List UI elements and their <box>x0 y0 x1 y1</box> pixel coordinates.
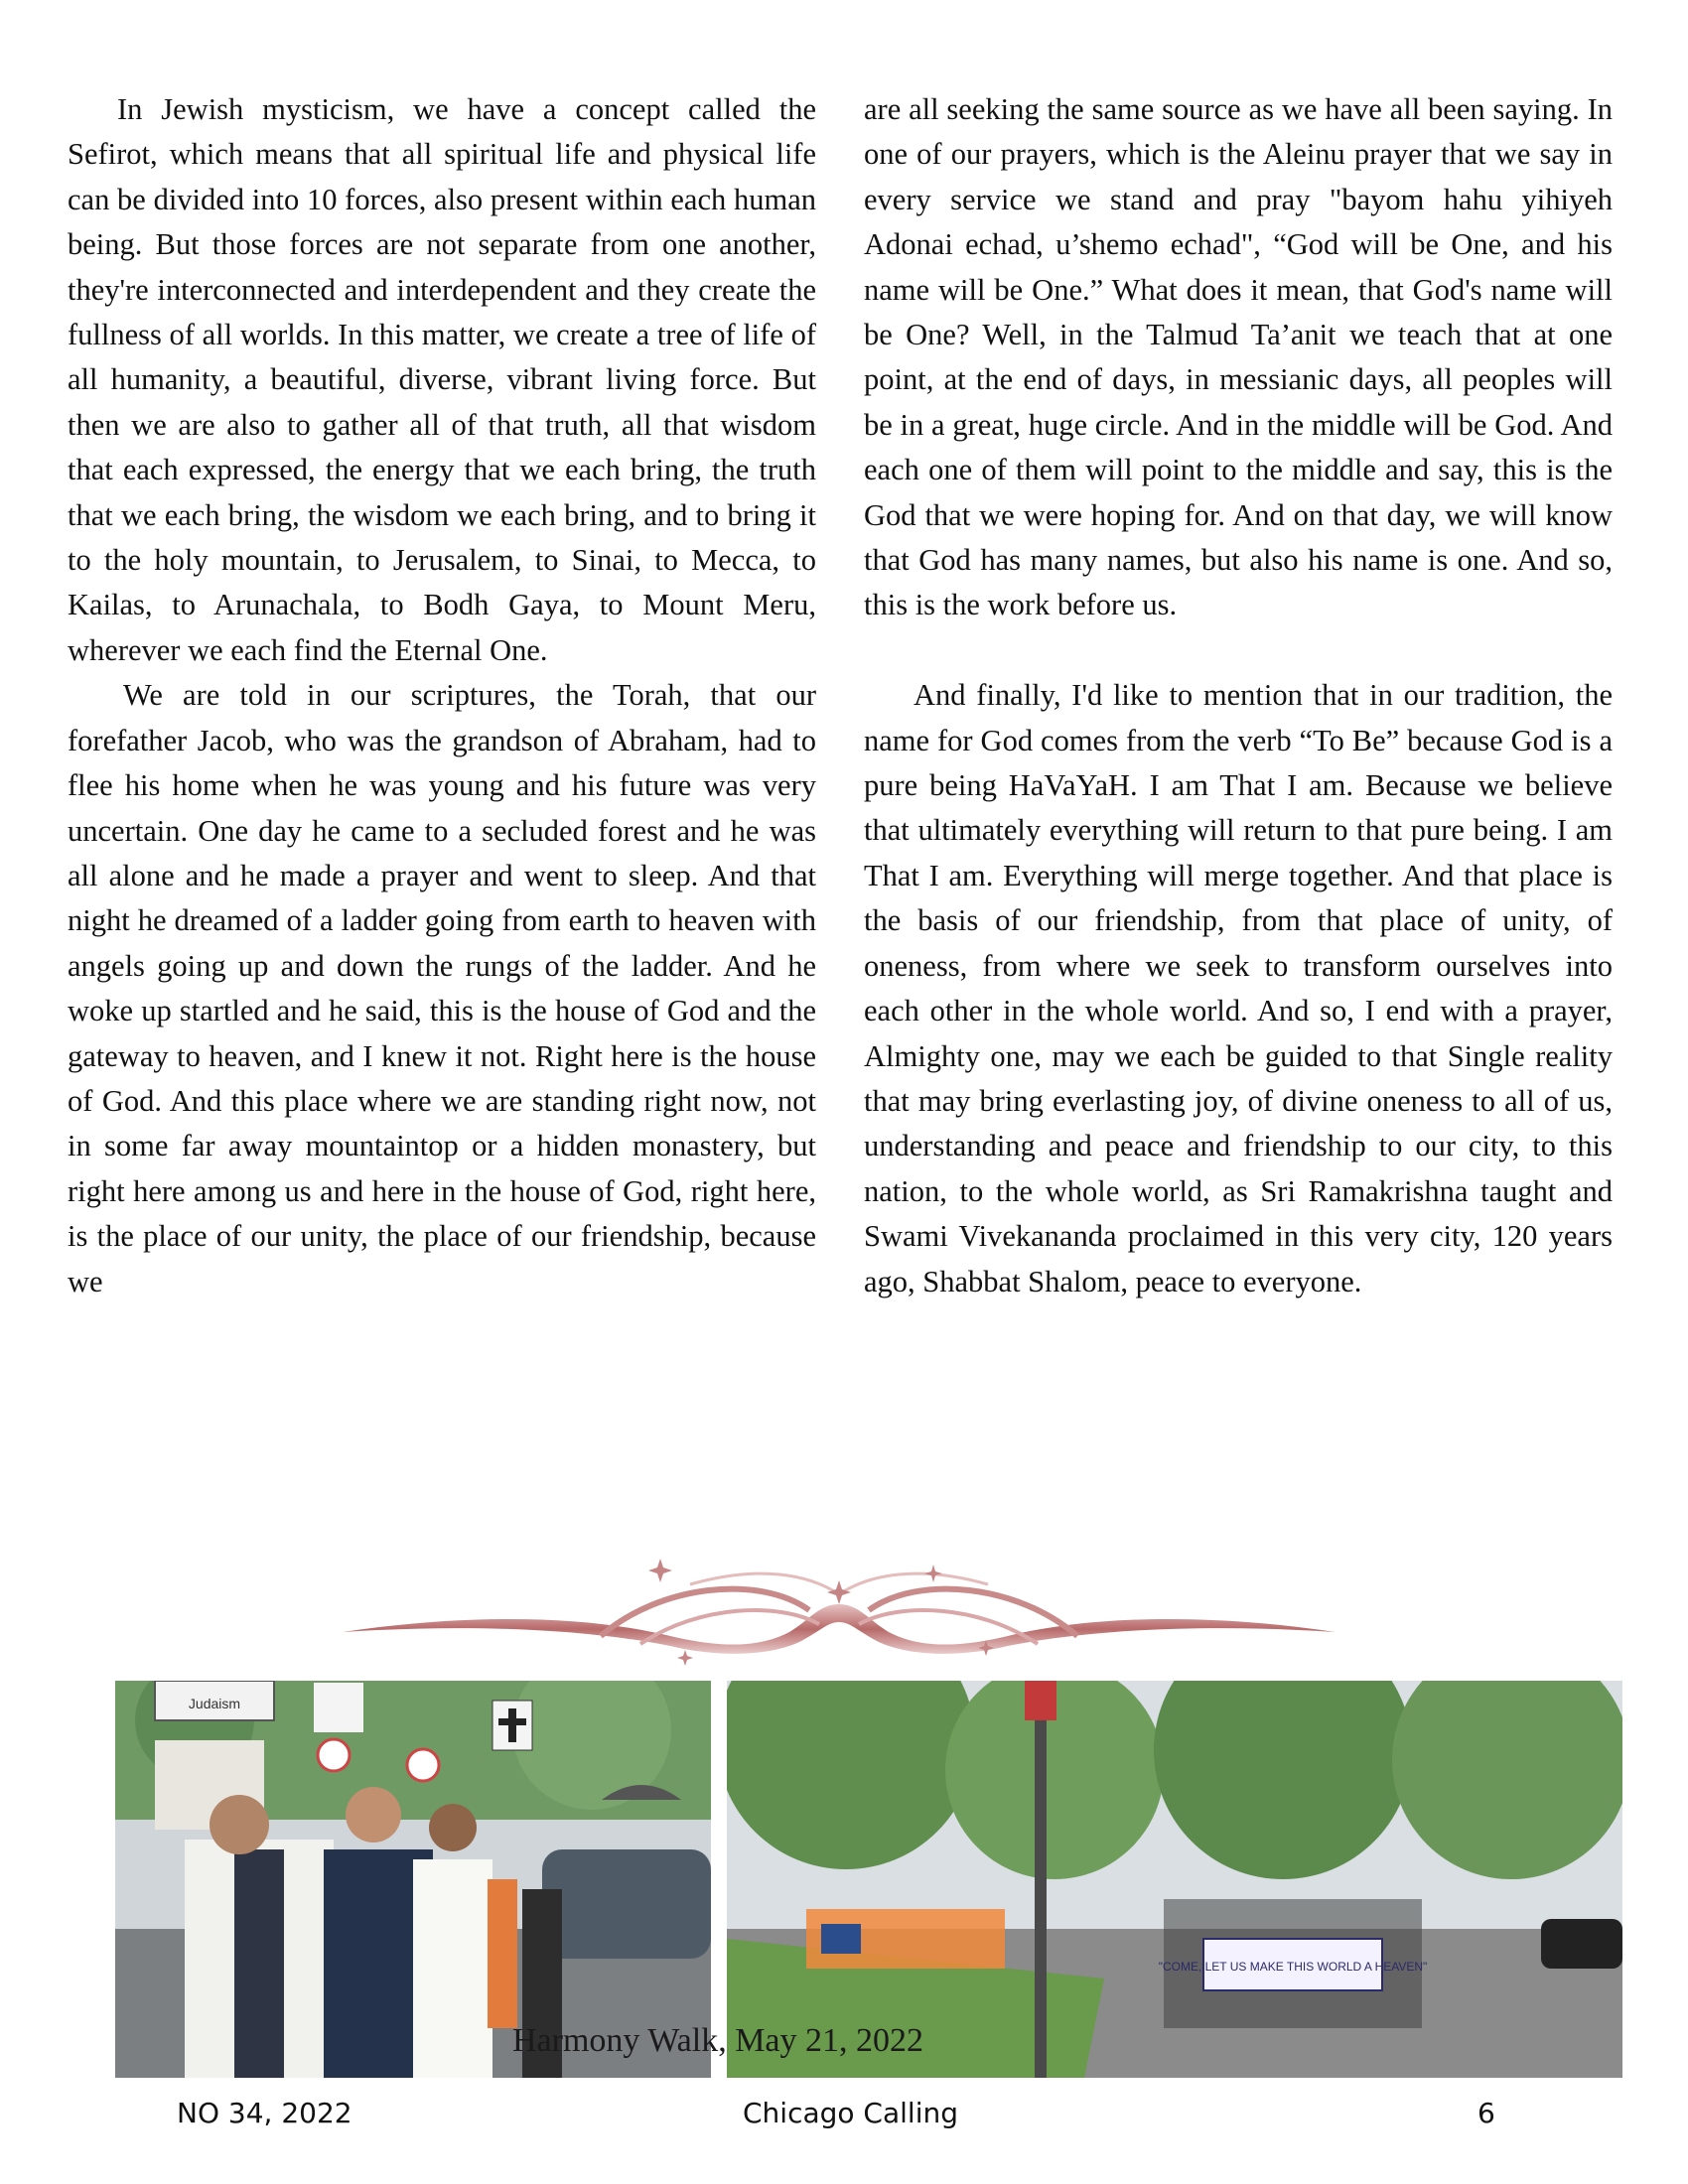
judaism-sign-label: Judaism <box>188 1696 241 1711</box>
footer-issue: NO 34, 2022 <box>177 2097 352 2129</box>
paragraph-jacob: We are told in our scriptures, the Torah, that our forefather Jacob, who was the grandson of Abraham, had to flee his home when he was young and his future was very uncertain. One day he came to a secluded forest and he was all alone and he made a prayer and went to sleep. And that night he dreamed of a ladder going from earth to heaven with angels going up and down the rungs of the ladder. And he woke up startled and he said, this is the house of God and the gateway to heaven, and I knew it not. Right here is the house of God. And this place where we are standing right now, not in some far away mountaintop or a hidden monastery, but right here among us and here in the house of God, right here, is the place of our unity, the place of our friendship, because we <box>68 678 816 1298</box>
harmony-walk-photo-left <box>115 1681 711 2078</box>
banner-text: "COME, LET US MAKE THIS WORLD A HEAVEN" <box>1158 1960 1428 1974</box>
photo-caption: Harmony Walk, May 21, 2022 <box>512 2022 924 2059</box>
paragraph-gap <box>864 628 1613 673</box>
harmony-walk-photo-right <box>727 1681 1622 2078</box>
left-column <box>68 87 816 1304</box>
footer-page-number: 6 <box>1477 2097 1495 2129</box>
footer-publication: Chicago Calling <box>743 2097 958 2129</box>
paragraph-aleinu: are all seeking the same source as we have all been saying. In one of our prayers, which is the Aleinu prayer that we say in every service we stand and pray "bayom hahu yihiyeh Adonai echad, u’shemo echad", “God will be One, and his name will be One.” What does it mean, that God's name will be One? Well, in the Talmud Ta’anit we teach that at one point, at the end of days, in messianic days, all peoples will be in a great, huge circle. And in the middle will be God. And each one of them will point to the middle and say, this is the God that we were hoping for. And on that day, we will know that God has many names, but also his name is one. And so, this is the work before us. <box>864 92 1613 622</box>
paragraph-sefirot: In Jewish mysticism, we have a concept called the Sefirot, which means that all spiritual life and physical life can be divided into 10 forces, also present within each human being. But those forces are not separate from one another, they're interconnected and interdependent and they create the fullness of all worlds. In this matter, we create a tree of life of all humanity, a beautiful, diverse, vibrant living force. But then we are also to gather all of that truth, all that wisdom that each expressed, the energy that we each bring, the truth that we each bring, the wisdom we each bring, and to bring it to the holy mountain, to Jerusalem, to Sinai, to Mecca, to Kailas, to Arunachala, to Bodh Gaya, to Mount Meru, wherever we each find the Eternal One. <box>68 92 816 667</box>
right-column <box>864 87 1613 1304</box>
decorative-flourish <box>343 1545 1336 1674</box>
paragraph-finally: And finally, I'd like to mention that in our tradition, the name for God comes from the verb “To Be” because God is a pure being HaVaYaH. I am That I am. Because we believe that ultimately everything will return to that pure being. I am That I am. Everything will merge together. And that place is the basis of our friendship, from that place of unity, of oneness, from where we seek to transform ourselves into each other in the whole world. And so, I end with a prayer, Almighty one, may we each be guided to that Single reality that may bring everlasting joy, of divine oneness to all of us, understanding and peace and friendship to our city, to this nation, to the whole world, as Sri Ramakrishna taught and Swami Vivekananda proclaimed in this very city, 120 years ago, Shabbat Shalom, peace to everyone. <box>864 678 1613 1298</box>
